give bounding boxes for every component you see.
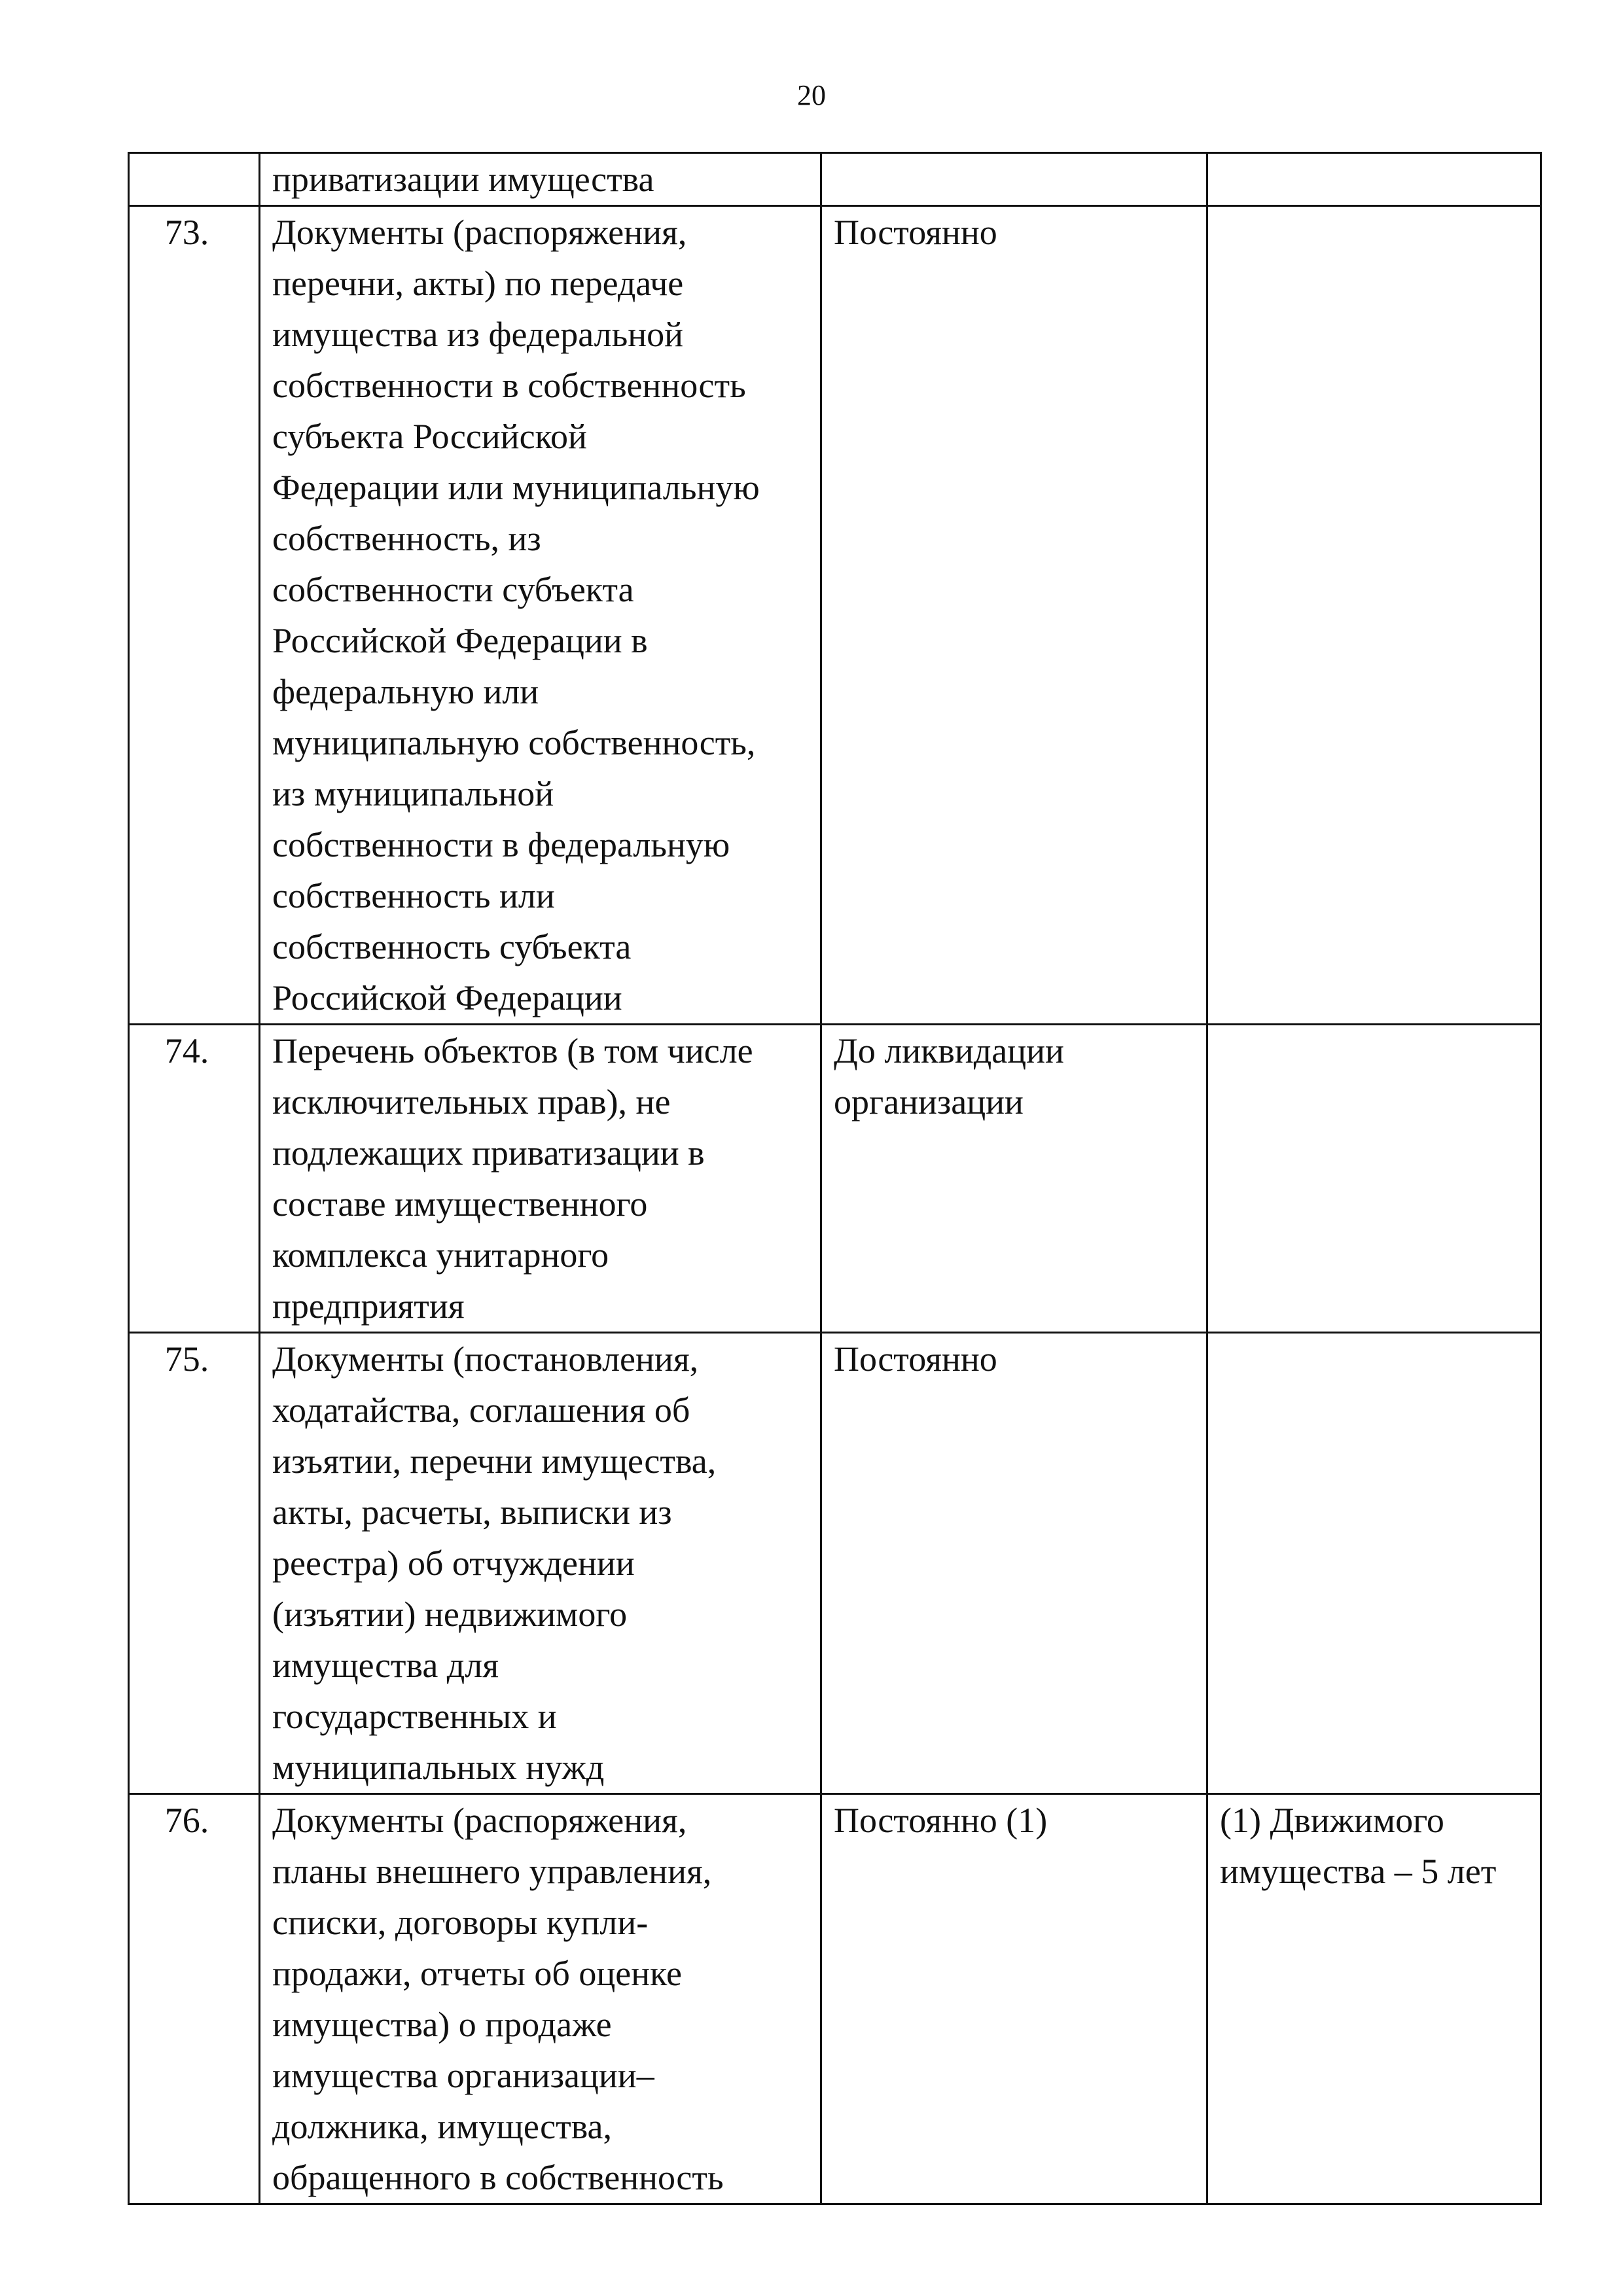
retention-period: До ликвидации организации bbox=[821, 1025, 1207, 1333]
row-note bbox=[1207, 1333, 1541, 1794]
table-row bbox=[129, 206, 1541, 1025]
row-note bbox=[1207, 153, 1541, 206]
document-description: Документы (распоряжения, перечни, акты) по передаче имущества из федеральной собственности в собственность субъекта Российской Федерации или муниципальную собственность, из собственности субъекта Российской Федерации в федеральную или муниципальную собственность, из муниципальной собственности в федеральную собственность или собственность субъекта Российской Федерации bbox=[260, 206, 821, 1025]
row-note: (1) Движимого имущества – 5 лет bbox=[1207, 1794, 1541, 2204]
document-description: Документы (постановления, ходатайства, соглашения об изъятии, перечни имущества, акты, расчеты, выписки из реестра) об отчуждении (изъятии) недвижимого имущества для государственных и муниципальных нужд bbox=[260, 1333, 821, 1794]
retention-period: Постоянно (1) bbox=[821, 1794, 1207, 2204]
table-row bbox=[129, 1025, 1541, 1333]
document-description: приватизации имущества bbox=[260, 153, 821, 206]
page-number: 20 bbox=[797, 79, 826, 111]
row-number: 73. bbox=[129, 206, 260, 1025]
row-number: 74. bbox=[129, 1025, 260, 1333]
retention-period: Постоянно bbox=[821, 1333, 1207, 1794]
retention-period bbox=[821, 153, 1207, 206]
row-number bbox=[129, 153, 260, 206]
document-description: Перечень объектов (в том числе исключительных прав), не подлежащих приватизации в составе имущественного комплекса унитарного предприятия bbox=[260, 1025, 821, 1333]
row-number: 75. bbox=[129, 1333, 260, 1794]
retention-period: Постоянно bbox=[821, 206, 1207, 1025]
row-note bbox=[1207, 1025, 1541, 1333]
retention-table bbox=[128, 152, 1542, 2205]
table-row bbox=[129, 1794, 1541, 2204]
row-note bbox=[1207, 206, 1541, 1025]
table-row bbox=[129, 1333, 1541, 1794]
table-row bbox=[129, 153, 1541, 206]
document-description: Документы (распоряжения, планы внешнего управления, списки, договоры купли- продажи, отчеты об оценке имущества) о продаже имущества организации– должника, имущества, обращенного в собственность bbox=[260, 1794, 821, 2204]
row-number: 76. bbox=[129, 1794, 260, 2204]
